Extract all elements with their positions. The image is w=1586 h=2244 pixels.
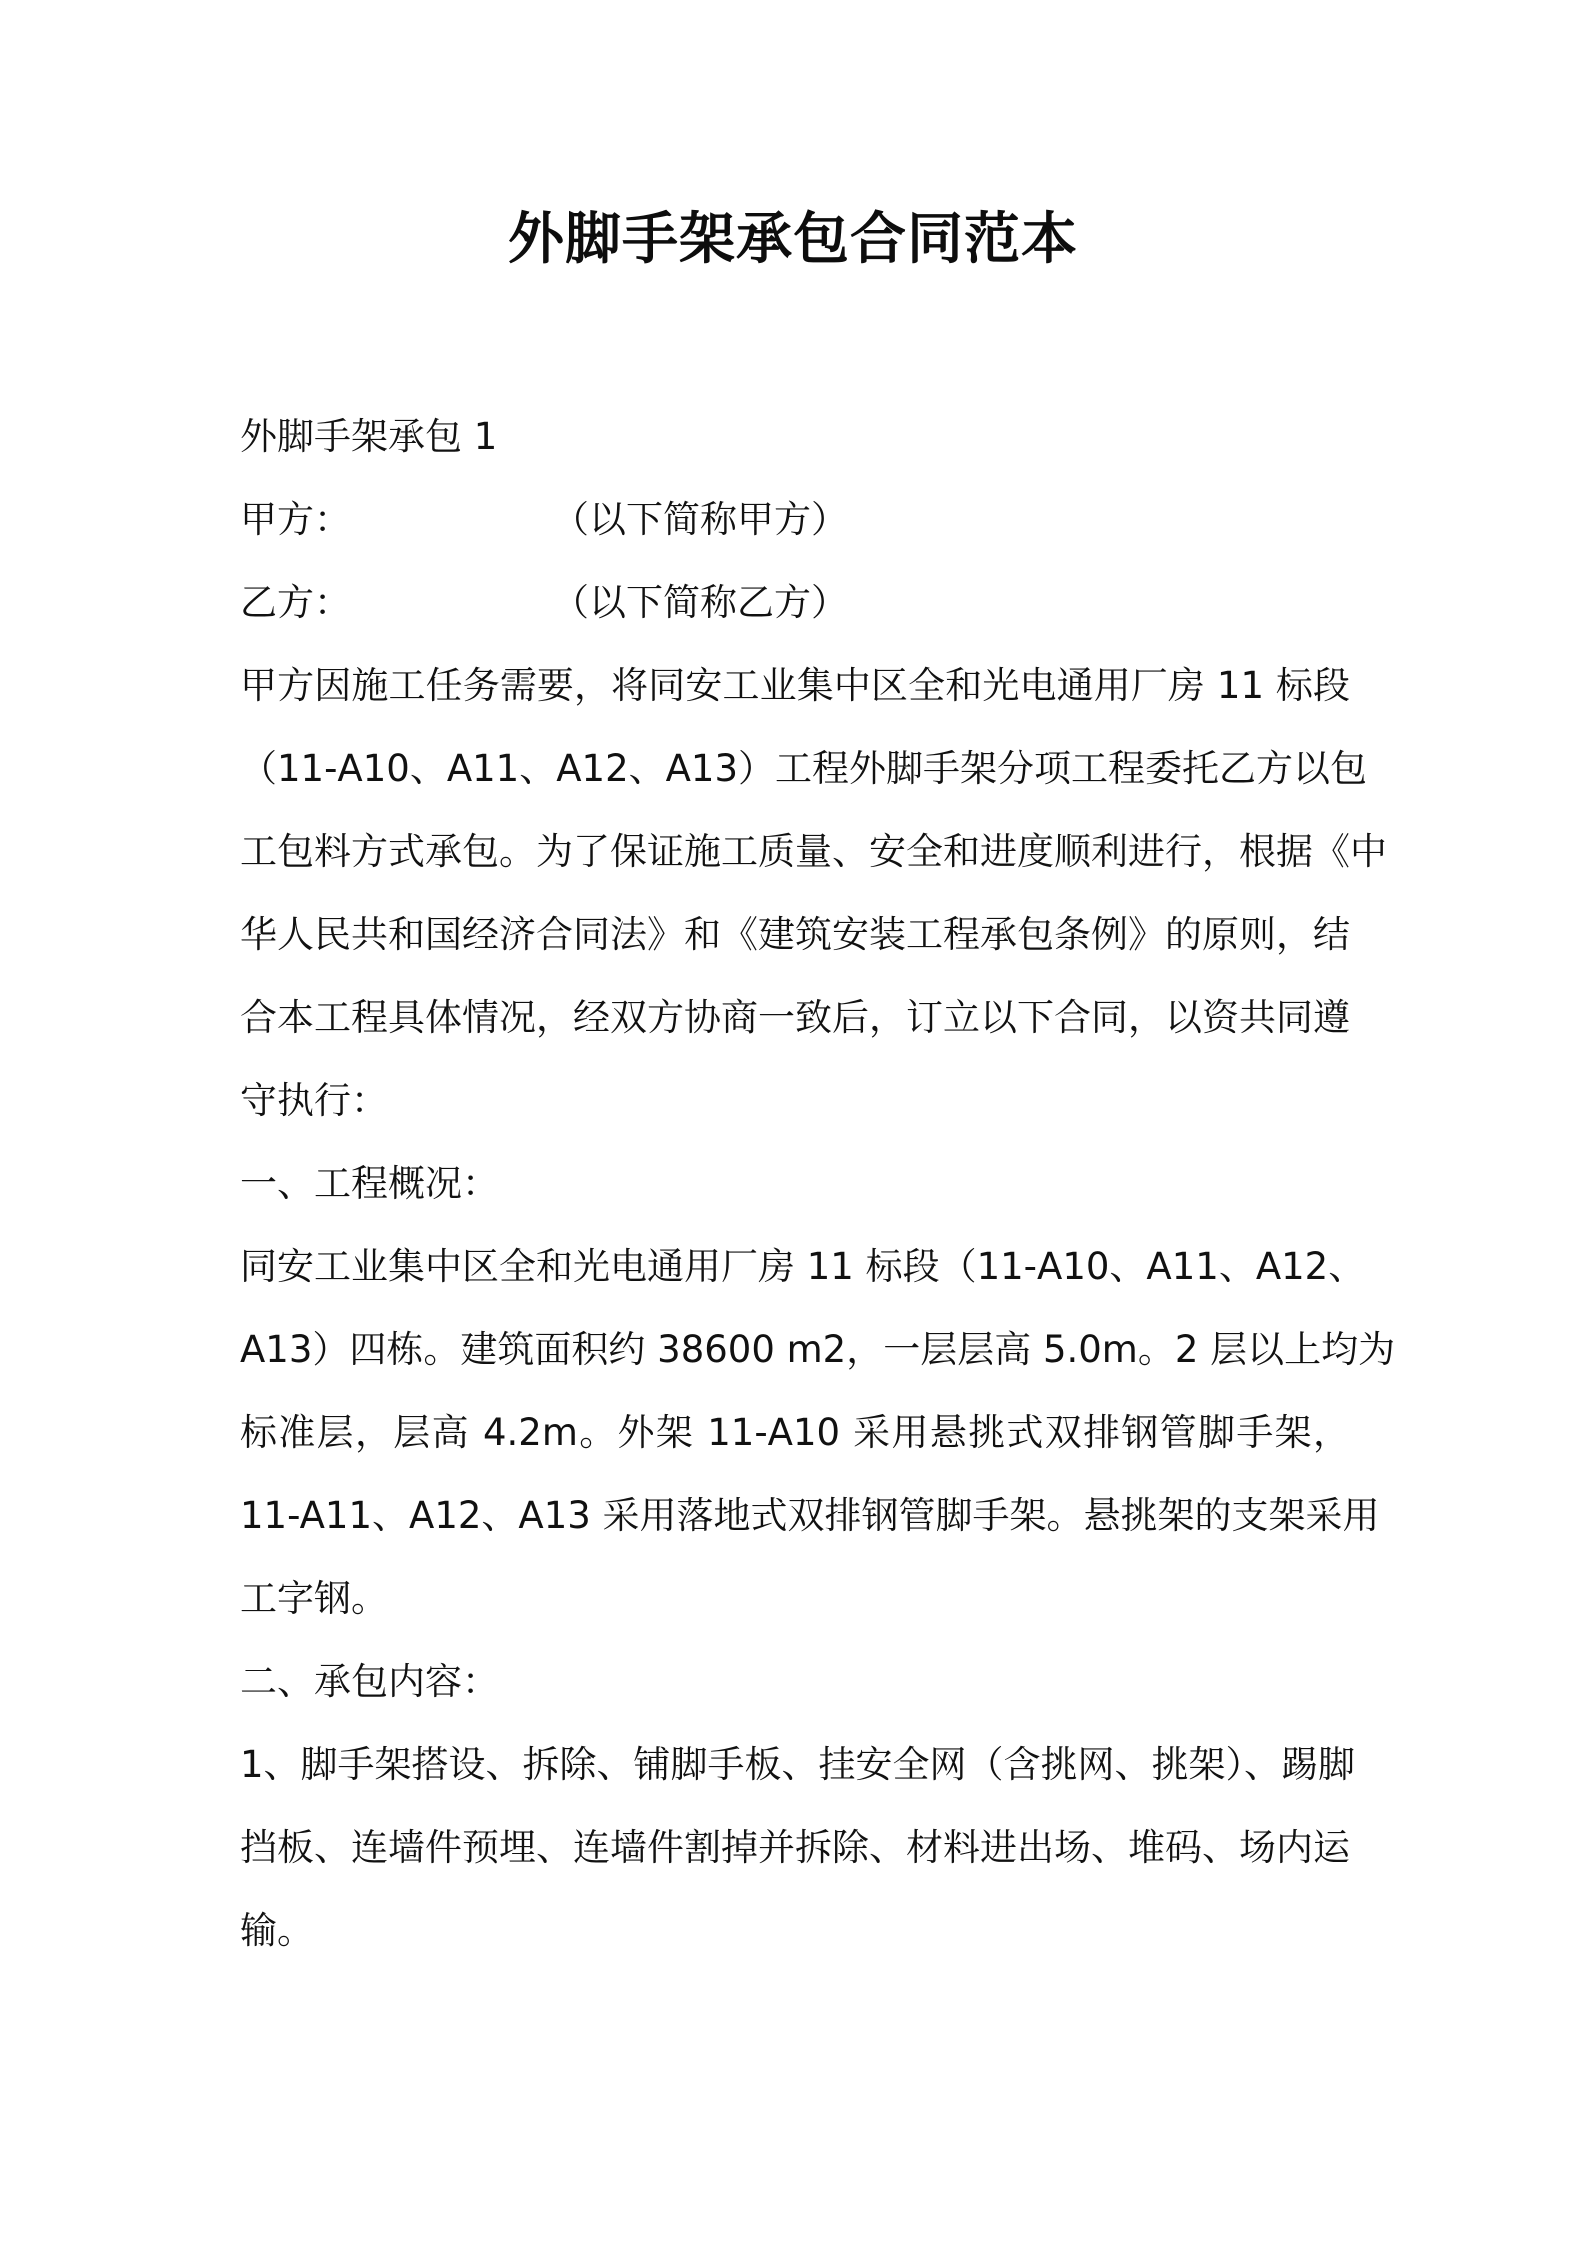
party-b-note: （以下简称乙方） <box>552 581 848 624</box>
intro-line: 华人民共和国经济合同法》和《建筑安装工程承包条例》的原则，结 <box>240 913 1350 956</box>
document-body <box>240 395 1396 1972</box>
section-2-line: 挡板、连墙件预埋、连墙件割掉并拆除、材料进出场、堆码、场内运 <box>240 1826 1350 1869</box>
intro-line: 合本工程具体情况，经双方协商一致后，订立以下合同，以资共同遵 <box>240 996 1350 1039</box>
party-b-line <box>240 561 1360 644</box>
party-a-label: 甲方： <box>240 498 351 541</box>
section-1-line: 工字钢。 <box>240 1577 388 1620</box>
section-2-line: 1、脚手架搭设、拆除、铺脚手板、挂安全网（含挑网、挑架）、踢脚 <box>240 1743 1356 1786</box>
document-subtitle: 外脚手架承包 1 <box>240 415 498 458</box>
section-2-heading: 二、承包内容： <box>240 1660 499 1703</box>
section-2-line: 输。 <box>240 1909 314 1952</box>
section-1-line: 11-A11、A12、A13 采用落地式双排钢管脚手架。悬挑架的支架采用 <box>240 1494 1380 1537</box>
intro-line: 工包料方式承包。为了保证施工质量、安全和进度顺利进行，根据《中 <box>240 830 1387 873</box>
section-1-line: 同安工业集中区全和光电通用厂房 11 标段（11-A10、A11、A12、 <box>240 1245 1366 1288</box>
party-a-note: （以下简称甲方） <box>552 498 848 541</box>
party-b-label: 乙方： <box>240 581 351 624</box>
party-a-line <box>240 478 1360 561</box>
intro-line: （11-A10、A11、A12、A13）工程外脚手架分项工程委托乙方以包 <box>240 747 1367 790</box>
intro-line: 守执行： <box>240 1079 388 1122</box>
section-1-heading: 一、工程概况： <box>240 1162 499 1205</box>
section-1-line: 标准层，层高 4.2m。外架 11-A10 采用悬挑式双排钢管脚手架， <box>240 1411 1350 1454</box>
document-title: 外脚手架承包合同范本 <box>508 207 1078 272</box>
section-1-line: A13）四栋。建筑面积约 38600 m2，一层层高 5.0m。2 层以上均为 <box>240 1328 1396 1371</box>
intro-line: 甲方因施工任务需要，将同安工业集中区全和光电通用厂房 11 标段 <box>240 664 1350 707</box>
